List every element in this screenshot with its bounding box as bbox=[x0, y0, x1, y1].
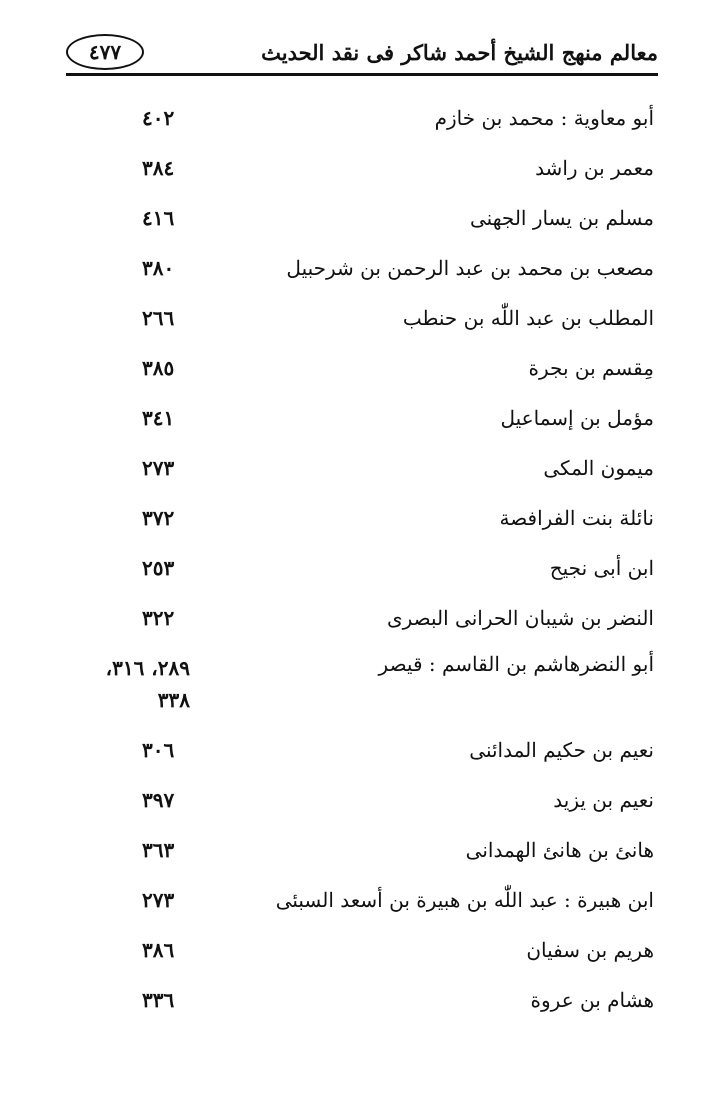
entry-name: هريم بن سفيان bbox=[526, 938, 654, 962]
index-entry bbox=[60, 888, 660, 928]
entry-page-ref: ٢٦٦ bbox=[142, 306, 175, 330]
entry-page-ref-line: ٢٨٩، ٣١٦، bbox=[105, 656, 190, 680]
index-entry bbox=[60, 306, 660, 346]
entry-name: مصعب بن محمد بن عبد الرحمن بن شرحبيل bbox=[286, 256, 654, 280]
entry-page-ref bbox=[70, 652, 190, 716]
entry-name: ميمون المكى bbox=[543, 456, 654, 480]
entry-name: مِقسم بن بجرة bbox=[528, 356, 654, 380]
page-number: ٤٧٧ bbox=[66, 34, 144, 70]
header-divider bbox=[66, 73, 658, 76]
entry-name: هانئ بن هانئ الهمدانى bbox=[465, 838, 654, 862]
index-entry bbox=[60, 988, 660, 1028]
index-entry bbox=[60, 456, 660, 496]
entry-name: هشام بن عروة bbox=[530, 988, 654, 1012]
entry-page-ref: ٤١٦ bbox=[142, 206, 175, 230]
index-entry bbox=[60, 838, 660, 878]
entry-page-ref: ٣٢٢ bbox=[142, 606, 175, 630]
index-entry bbox=[60, 606, 660, 646]
entry-page-ref: ٣٩٧ bbox=[142, 788, 175, 812]
index-entry bbox=[60, 106, 660, 146]
entry-page-ref-line: ٣٣٨ bbox=[157, 688, 190, 712]
entry-name: النضر بن شيبان الحرانى البصرى bbox=[386, 606, 654, 630]
entry-page-ref: ٣٨٠ bbox=[142, 256, 175, 280]
index-entry bbox=[60, 256, 660, 296]
entry-page-ref: ٣٨٤ bbox=[142, 156, 175, 180]
index-entry bbox=[60, 556, 660, 596]
index-entry bbox=[60, 652, 660, 722]
entry-name: نائلة بنت الفرافصة bbox=[499, 506, 654, 530]
entry-page-ref: ٤٠٢ bbox=[142, 106, 175, 130]
page-header bbox=[66, 34, 658, 76]
entry-name: المطلب بن عبد اللّٰه بن حنطب bbox=[402, 306, 654, 330]
entry-page-ref: ٣٣٦ bbox=[142, 988, 175, 1012]
index-entry bbox=[60, 206, 660, 246]
entry-page-ref: ٣٨٦ bbox=[142, 938, 175, 962]
entry-page-ref: ٣٠٦ bbox=[142, 738, 175, 762]
entry-name: أبو معاوية : محمد بن خازم bbox=[434, 106, 654, 130]
entry-name: ابن أبى نجيح bbox=[549, 556, 654, 580]
running-title: معالم منهج الشيخ أحمد شاكر فى نقد الحديث bbox=[261, 40, 658, 65]
entry-name: مؤمل بن إسماعيل bbox=[500, 406, 654, 430]
entry-name: نعيم بن يزيد bbox=[553, 788, 654, 812]
index-entry bbox=[60, 938, 660, 978]
entry-page-ref: ٢٧٣ bbox=[142, 888, 175, 912]
entry-page-ref: ٣٧٢ bbox=[142, 506, 175, 530]
entry-page-ref: ٢٧٣ bbox=[142, 456, 175, 480]
entry-name: معمر بن راشد bbox=[535, 156, 654, 180]
entry-name: ابن هبيرة : عبد اللّٰه بن هبيرة بن أسعد السبئى bbox=[275, 888, 654, 912]
entry-name: أبو النضرهاشم بن القاسم : قيصر bbox=[378, 652, 654, 676]
entry-name: مسلم بن يسار الجهنى bbox=[470, 206, 654, 230]
index-entry bbox=[60, 156, 660, 196]
index-entry bbox=[60, 788, 660, 828]
entry-page-ref: ٣٦٣ bbox=[142, 838, 175, 862]
index-entry bbox=[60, 406, 660, 446]
entry-page-ref: ٢٥٣ bbox=[142, 556, 175, 580]
entry-page-ref: ٣٤١ bbox=[142, 406, 175, 430]
index-entry bbox=[60, 506, 660, 546]
index-entry bbox=[60, 738, 660, 778]
entry-page-ref: ٣٨٥ bbox=[142, 356, 175, 380]
entry-name: نعيم بن حكيم المدائنى bbox=[469, 738, 654, 762]
index-entry bbox=[60, 356, 660, 396]
